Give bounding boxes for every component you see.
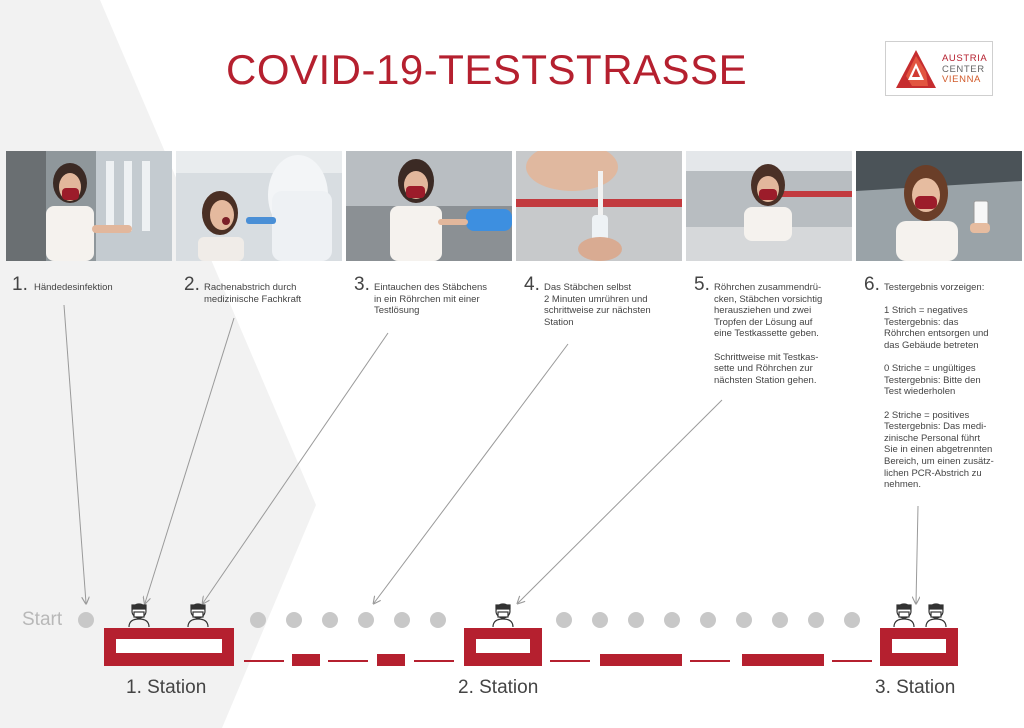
queue-dot: [592, 612, 608, 628]
step-6-paragraph-3: 0 Striche = ungültiges Testergebnis: Bitte den Test wiederholen: [884, 363, 981, 398]
step-3-paragraph: Eintauchen des Stäbchens in ein Röhrchen mit einer Testlösung: [374, 282, 488, 317]
step-2-number: 2.: [184, 274, 200, 295]
connector-block: [600, 654, 682, 666]
step-6-paragraph-2: 1 Strich = negatives Testergebnis: das Röhrchen entsorgen und das Gebäude betreten: [884, 305, 989, 351]
queue-dot: [394, 612, 410, 628]
queue-dot: [628, 612, 644, 628]
page-title: COVID-19-TESTSTRASSE: [226, 46, 748, 93]
arrow-step-5: [518, 400, 722, 603]
staff-person-icon: [493, 604, 513, 627]
staff-person-icon: [926, 604, 946, 627]
station-3-label: 3. Station: [875, 677, 956, 698]
station-2-label: 2. Station: [458, 677, 539, 698]
connector-line: [550, 660, 590, 662]
station-2-desk: [464, 628, 542, 666]
arrow-step-1: [64, 305, 86, 603]
queue-dot: [556, 612, 572, 628]
queue-dot: [78, 612, 94, 628]
step-6-paragraph-4: 2 Striche = positives Testergebnis: Das medi- zinische Personal führt Sie in einen abgetrennten Bereich, um einen zusätz- lichen PCR-Abstrich zu nehmen.: [884, 409, 994, 491]
connector-line: [244, 660, 284, 662]
queue-dot: [358, 612, 374, 628]
staff-person-icon: [129, 604, 149, 627]
connector-block: [377, 654, 405, 666]
start-label: Start: [22, 609, 63, 630]
queue-dot: [664, 612, 680, 628]
queue-dot: [286, 612, 302, 628]
station-1-label: 1. Station: [126, 677, 207, 698]
queue-dot: [772, 612, 788, 628]
step-4-paragraph: Das Stäbchen selbst 2 Minuten umrühren und schrittweise zur nächsten Station: [544, 282, 651, 328]
staff-person-icon: [894, 604, 914, 627]
connector-line: [414, 660, 454, 662]
step-1-paragraph: Händedesinfektion: [34, 282, 113, 293]
connector-line: [690, 660, 730, 662]
step-5-number: 5.: [694, 274, 710, 295]
queue-dot: [250, 612, 266, 628]
step-6-paragraph-1: Testergebnis vorzeigen:: [884, 282, 985, 293]
station-1-desk: [104, 628, 234, 666]
connectors: [244, 654, 872, 666]
connector-line: [328, 660, 368, 662]
connector-block: [742, 654, 824, 666]
step-1-number: 1.: [12, 274, 28, 295]
connector-line: [832, 660, 872, 662]
step-5-paragraph-2: Schrittweise mit Testkas- sette und Röhrchen zur nächsten Station gehen.: [714, 351, 819, 386]
connector-block: [292, 654, 320, 666]
staff-person-icon: [188, 604, 208, 627]
queue-dot: [808, 612, 824, 628]
station-3-desk: [880, 628, 958, 666]
step-6-number: 6.: [864, 274, 880, 295]
queue-dot: [736, 612, 752, 628]
logo-line-vienna: VIENNA: [942, 74, 981, 85]
step-3-number: 3.: [354, 274, 370, 295]
logo-line-center: CENTER: [942, 63, 985, 75]
queue-dot: [430, 612, 446, 628]
step-4-number: 4.: [524, 274, 540, 295]
step-5-paragraph-1: Röhrchen zusammendrü- cken, Stäbchen vorsichtig herausziehen und zwei Tropfen der Lösung auf eine Testkassette geben.: [714, 282, 823, 340]
arrow-step-4: [374, 344, 568, 603]
arrow-step-2: [145, 318, 234, 603]
arrow-step-6: [916, 506, 918, 603]
queue-dot: [844, 612, 860, 628]
queue-dot: [700, 612, 716, 628]
step-2-paragraph: Rachenabstrich durch medizinische Fachkraft: [204, 282, 302, 305]
logo-line-austria: AUSTRIA: [942, 53, 988, 64]
queue-dot: [322, 612, 338, 628]
arrow-step-3: [203, 333, 388, 603]
